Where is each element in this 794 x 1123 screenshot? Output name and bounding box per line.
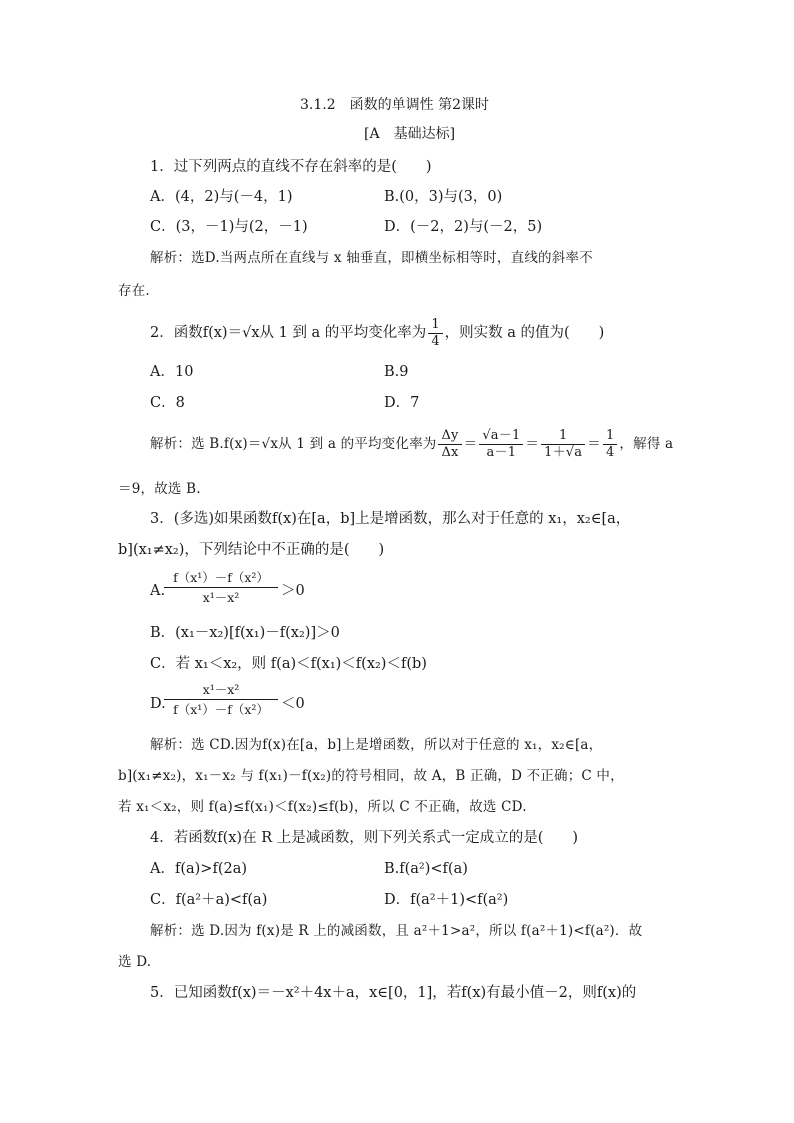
q2-stem [150,314,604,352]
q2-f2-denominator: a－1 [486,445,517,460]
q3-d-denominator: f（x¹）－f（x²） [173,702,269,717]
q2-equals-1: ＝ [463,436,478,452]
q3-option-b: B．(x₁－x₂)[f(x₁)－f(x₂)]＞0 [150,625,340,641]
q4-solution-line-1: 解析：选 D.因为 f(x)是 R 上的减函数，且 a²＋1>a²，所以 f(a²＋1)<f(a²)．故 [150,923,643,939]
q3-d-numerator: x¹－x² [164,682,278,700]
q2-f1-numerator: Δy [438,428,461,445]
q1-option-a: A．(4，2)与(－4，1) [150,189,293,205]
q4-option-d: D．f(a²＋1)<f(a²) [384,892,509,908]
q3-a-denominator: x¹－x² [202,590,240,605]
q4-stem: 4．若函数f(x)在 R 上是减函数，则下列关系式一定成立的是( ) [150,830,579,846]
q2-f1-denominator: Δx [441,445,459,460]
q1-option-b: B.(0，3)与(3，0) [384,189,503,205]
q2-frac-denominator: 4 [431,333,440,349]
q2-option-a: A．10 [150,364,194,380]
q3-option-a-fraction [164,570,278,606]
q3-stem-line-1: 3．(多选)如果函数f(x)在[a，b]上是增函数，那么对于任意的 x₁，x₂∈[a， [150,511,631,527]
q2-frac-numerator: 1 [428,317,442,334]
q2-option-d: D．7 [384,395,420,411]
q1-solution-line-2: 存在. [118,283,150,299]
q2-f4-numerator: 1 [603,428,617,445]
q3-option-a-relation: ＞0 [281,583,305,599]
q2-stem-suffix: ，则实数 a 的值为( ) [444,325,605,341]
q2-stem-fraction [428,317,442,350]
q3-stem-line-2: b](x₁≠x₂)，下列结论中不正确的是( ) [118,542,385,558]
q4-option-a: A．f(a)>f(2a) [150,861,247,877]
q3-option-a-label: A. [150,583,166,599]
q2-solution-line-2: ＝9，故选 B. [118,481,201,497]
q2-solution-suffix: ，解得 a [619,436,674,452]
q2-fraction-3 [541,428,585,461]
section-heading: [A 基础达标] [364,126,456,142]
q1-option-d: D．(－2，2)与(－2，5) [384,219,543,235]
q1-option-c: C．(3，－1)与(2，－1) [150,219,308,235]
q2-stem-prefix: 2．函数f(x)＝√x从 1 到 a 的平均变化率为 [150,325,427,341]
q2-f3-numerator: 1 [541,428,585,445]
lesson-title: 3.1.2 函数的单调性 第2课时 [300,97,489,113]
q2-equals-2: ＝ [525,436,540,452]
q3-solution-line-2: b](x₁≠x₂)，x₁－x₂ 与 f(x₁)－f(x₂)的符号相同，故 A，B 正确，D 不正确；C 中， [118,768,624,784]
q3-solution-line-1: 解析：选 CD.因为f(x)在[a，b]上是增函数，所以对于任意的 x₁，x₂∈[a， [150,737,603,753]
q2-f4-denominator: 4 [605,445,615,460]
q4-option-c: C．f(a²＋a)<f(a) [150,892,268,908]
q2-f3-denominator: 1＋√a [544,445,583,460]
q2-solution-prefix: 解析：选 B.f(x)＝√x从 1 到 a 的平均变化率为 [150,436,437,452]
q1-solution-line-1: 解析：选D.当两点所在直线与 x 轴垂直，即横坐标相等时，直线的斜率不 [150,250,593,266]
q3-solution-line-3: 若 x₁＜x₂，则 f(a)≤f(x₁)＜f(x₂)≤f(b)，所以 C 不正确，故选 CD. [118,799,527,815]
q2-fraction-dy-dx [438,428,461,461]
q4-solution-line-2: 选 D. [118,954,152,970]
q1-stem: 1．过下列两点的直线不存在斜率的是( ) [150,159,432,175]
q2-solution-line-1 [150,424,673,464]
q2-fraction-4 [603,428,617,461]
q3-option-d-relation: ＜0 [281,696,305,712]
q3-option-d-label: D. [150,696,166,712]
q2-equals-3: ＝ [587,436,601,452]
q2-fraction-2 [479,428,523,461]
q3-option-c: C．若 x₁＜x₂，则 f(a)＜f(x₁)＜f(x₂)＜f(b) [150,656,427,672]
q2-option-c: C．8 [150,395,185,411]
q4-option-b: B.f(a²)<f(a) [384,861,468,877]
q3-a-numerator: f（x¹）－f（x²） [164,570,278,588]
q3-option-d-fraction [164,682,278,718]
q2-option-b: B.9 [384,364,409,380]
q5-stem: 5．已知函数f(x)＝－x²＋4x＋a，x∈[0，1]，若f(x)有最小值－2，则f(x)的 [150,985,637,1001]
q2-f2-numerator: √a－1 [479,428,523,445]
